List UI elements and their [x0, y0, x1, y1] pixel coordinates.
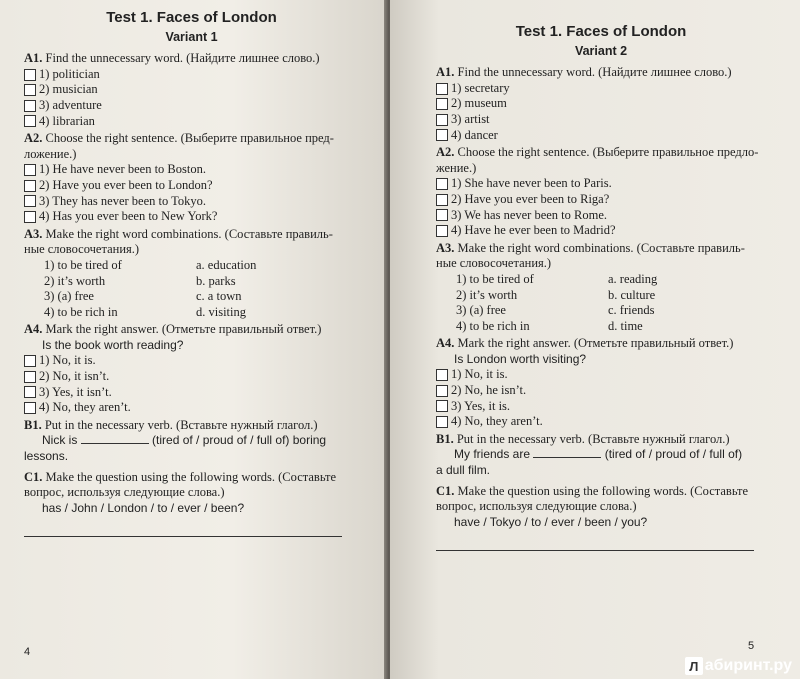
- blank-field[interactable]: [81, 433, 149, 444]
- option-label: 2) No, it isn’t.: [39, 369, 110, 384]
- left-item: 1) to be tired of: [456, 271, 534, 286]
- word-combinations: [456, 272, 766, 334]
- question-id: A2.: [24, 131, 43, 146]
- variant-label: Variant 1: [165, 29, 218, 44]
- option-label: 3) artist: [451, 111, 490, 126]
- option-label: 1) No, it is.: [39, 353, 96, 368]
- checkbox[interactable]: [436, 98, 448, 110]
- checkbox[interactable]: [24, 402, 36, 414]
- checkbox[interactable]: [436, 178, 448, 190]
- question-id: A1.: [436, 65, 455, 80]
- question-a4: [24, 322, 359, 338]
- right-item: b. culture: [608, 287, 656, 302]
- option-label: 4) librarian: [39, 113, 95, 128]
- option-label: 2) musician: [39, 82, 98, 97]
- left-content: [24, 10, 359, 537]
- option-label: 3) We has never been to Rome.: [451, 207, 608, 222]
- checkbox[interactable]: [436, 385, 448, 397]
- sentence-start: Nick is: [42, 433, 78, 448]
- fill-sentence-cont: a dull film.: [436, 463, 491, 478]
- left-item: 4) to be rich in: [44, 304, 118, 319]
- checkbox[interactable]: [24, 84, 36, 96]
- question-text: Put in the necessary verb. (Вставьте нужный глагол.): [41, 417, 318, 432]
- question-a4: [436, 336, 766, 352]
- option[interactable]: [436, 399, 766, 415]
- question-text-cont: ные словосочетания.): [24, 242, 140, 257]
- option[interactable]: [436, 367, 766, 383]
- option-label: 3) Yes, it is.: [451, 398, 511, 413]
- checkbox[interactable]: [24, 69, 36, 81]
- question-text: Find the unnecessary word. (Найдите лишнее слово.): [42, 51, 320, 66]
- option[interactable]: [24, 67, 359, 83]
- option-label: 1) He have never been to Boston.: [39, 162, 206, 177]
- question-text-cont: вопрос, используя следующие слова.): [436, 499, 637, 514]
- question-a1: [436, 65, 766, 81]
- question-text-cont: вопрос, используя следующие слова.): [24, 485, 225, 500]
- question-text: Choose the right sentence. (Выберите правильное предло-: [454, 145, 759, 160]
- right-item: c. a town: [196, 289, 242, 304]
- checkbox[interactable]: [436, 225, 448, 237]
- question-text: Mark the right answer. (Отметьте правильный ответ.): [454, 336, 734, 351]
- question-text: Make the question using the following words. (Составьте: [454, 483, 749, 498]
- left-page: [0, 0, 388, 679]
- answer-line[interactable]: [436, 550, 754, 551]
- labirint-logo-icon: Л: [685, 657, 703, 675]
- left-item: 3) (a) free: [456, 303, 506, 318]
- right-page: [390, 0, 800, 679]
- prompt: Is the book worth reading?: [42, 337, 184, 352]
- question-a3: [436, 241, 766, 272]
- question-text: Mark the right answer. (Отметьте правильный ответ.): [42, 322, 322, 337]
- answer-line[interactable]: [24, 536, 342, 537]
- checkbox[interactable]: [24, 195, 36, 207]
- question-text: Find the unnecessary word. (Найдите лишнее слово.): [454, 65, 732, 80]
- checkbox[interactable]: [24, 180, 36, 192]
- option[interactable]: [436, 208, 766, 224]
- option[interactable]: [436, 383, 766, 399]
- option-label: 2) Have you ever been to London?: [39, 177, 213, 192]
- option[interactable]: [24, 178, 359, 194]
- option[interactable]: [24, 162, 359, 178]
- question-text: Make the question using the following words. (Составьте: [42, 469, 337, 484]
- page-number: 5: [748, 640, 755, 652]
- option-label: 1) secretary: [451, 80, 510, 95]
- checkbox[interactable]: [436, 129, 448, 141]
- left-item: 4) to be rich in: [456, 318, 530, 333]
- question-text: Make the right word combinations. (Составьте правиль-: [454, 240, 745, 255]
- right-item: d. visiting: [196, 304, 247, 319]
- checkbox[interactable]: [436, 400, 448, 412]
- option-label: 3) They has never been to Tokyo.: [39, 193, 207, 208]
- question-c1: [24, 470, 359, 501]
- sentence-end: (tired of / proud of / full of): [601, 447, 743, 462]
- checkbox[interactable]: [24, 386, 36, 398]
- checkbox[interactable]: [24, 371, 36, 383]
- option-label: 4) dancer: [451, 127, 498, 142]
- fill-sentence: [454, 447, 766, 463]
- question-a3: [24, 227, 359, 258]
- checkbox[interactable]: [436, 83, 448, 95]
- option[interactable]: [436, 223, 766, 239]
- question-text: Put in the necessary verb. (Вставьте нужный глагол.): [453, 431, 730, 446]
- left-item: 2) it’s worth: [44, 273, 106, 288]
- fill-sentence: [42, 433, 359, 449]
- option[interactable]: [24, 353, 359, 369]
- option[interactable]: [24, 114, 359, 130]
- page-number: 4: [24, 646, 31, 658]
- checkbox[interactable]: [436, 194, 448, 206]
- option-label: 1) She have never been to Paris.: [451, 176, 612, 191]
- question-b1: [24, 418, 359, 434]
- question-id: A2.: [436, 145, 455, 160]
- option[interactable]: [436, 192, 766, 208]
- option[interactable]: [24, 209, 359, 225]
- blank-field[interactable]: [533, 447, 601, 458]
- option-label: 4) Have he ever been to Madrid?: [451, 223, 616, 238]
- sentence-end: (tired of / proud of / full of) boring: [148, 433, 327, 448]
- right-item: c. friends: [608, 303, 655, 318]
- right-item: a. reading: [608, 271, 658, 286]
- checkbox[interactable]: [24, 355, 36, 367]
- word-combinations: [44, 258, 359, 320]
- option[interactable]: [24, 98, 359, 114]
- fill-sentence-cont: lessons.: [24, 449, 69, 464]
- option[interactable]: [436, 96, 766, 112]
- question-id: A4.: [436, 336, 455, 351]
- question-id: B1.: [24, 417, 42, 432]
- prompt: Is London worth visiting?: [454, 351, 587, 366]
- left-item: 1) to be tired of: [44, 257, 122, 272]
- checkbox[interactable]: [24, 100, 36, 112]
- question-text: Choose the right sentence. (Выберите правильное пред-: [42, 131, 334, 146]
- question-a2: [436, 145, 766, 176]
- word-list: has / John / London / to / ever / been?: [42, 500, 245, 515]
- checkbox[interactable]: [436, 369, 448, 381]
- question-a2: [24, 131, 359, 162]
- question-id: A1.: [24, 51, 43, 66]
- checkbox[interactable]: [436, 416, 448, 428]
- question-id: C1.: [436, 483, 455, 498]
- question-text-cont: жение.): [436, 160, 477, 175]
- option-label: 2) museum: [451, 96, 507, 111]
- left-item: 2) it’s worth: [456, 287, 518, 302]
- option-label: 4) Has you ever been to New York?: [39, 209, 218, 224]
- option[interactable]: [24, 194, 359, 210]
- question-id: A3.: [436, 240, 455, 255]
- page-title: Test 1. Faces of London: [515, 23, 687, 40]
- option[interactable]: [436, 112, 766, 128]
- right-item: d. time: [608, 318, 643, 333]
- option-label: 1) No, it is.: [451, 367, 508, 382]
- checkbox[interactable]: [436, 114, 448, 126]
- option-label: 4) No, they aren’t.: [451, 414, 543, 429]
- question-id: C1.: [24, 469, 43, 484]
- right-item: a. education: [196, 257, 257, 272]
- option-label: 4) No, they aren’t.: [39, 400, 131, 415]
- option-label: 3) adventure: [39, 97, 102, 112]
- checkbox[interactable]: [24, 211, 36, 223]
- watermark-text: абиринт.ру: [704, 657, 792, 674]
- option[interactable]: [436, 414, 766, 430]
- left-item: 3) (a) free: [44, 289, 94, 304]
- right-item: b. parks: [196, 273, 236, 288]
- option-label: 3) Yes, it isn’t.: [39, 384, 112, 399]
- option[interactable]: [24, 385, 359, 401]
- question-id: A4.: [24, 322, 43, 337]
- page-title: Test 1. Faces of London: [106, 9, 277, 26]
- question-c1: [436, 484, 766, 515]
- question-text: Make the right word combinations. (Составьте правиль-: [42, 226, 333, 241]
- option[interactable]: [436, 128, 766, 144]
- question-text-cont: ложение.): [24, 146, 77, 161]
- option[interactable]: [436, 81, 766, 97]
- question-b1: [436, 432, 766, 448]
- checkbox[interactable]: [24, 164, 36, 176]
- option-label: 2) No, he isn’t.: [451, 383, 527, 398]
- sentence-start: My friends are: [454, 447, 531, 462]
- question-text-cont: ные словосочетания.): [436, 256, 552, 271]
- right-content: [436, 24, 766, 551]
- option[interactable]: [24, 400, 359, 416]
- variant-label: Variant 2: [574, 43, 628, 58]
- word-list: have / Tokyo / to / ever / been / you?: [454, 514, 648, 529]
- option[interactable]: [436, 176, 766, 192]
- option-label: 2) Have you ever been to Riga?: [451, 191, 610, 206]
- question-id: A3.: [24, 226, 43, 241]
- option-label: 1) politician: [39, 66, 100, 81]
- option[interactable]: [24, 369, 359, 385]
- watermark-logo: [685, 657, 792, 675]
- checkbox[interactable]: [24, 115, 36, 127]
- option[interactable]: [24, 82, 359, 98]
- checkbox[interactable]: [436, 209, 448, 221]
- question-id: B1.: [436, 431, 454, 446]
- question-a1: [24, 51, 359, 67]
